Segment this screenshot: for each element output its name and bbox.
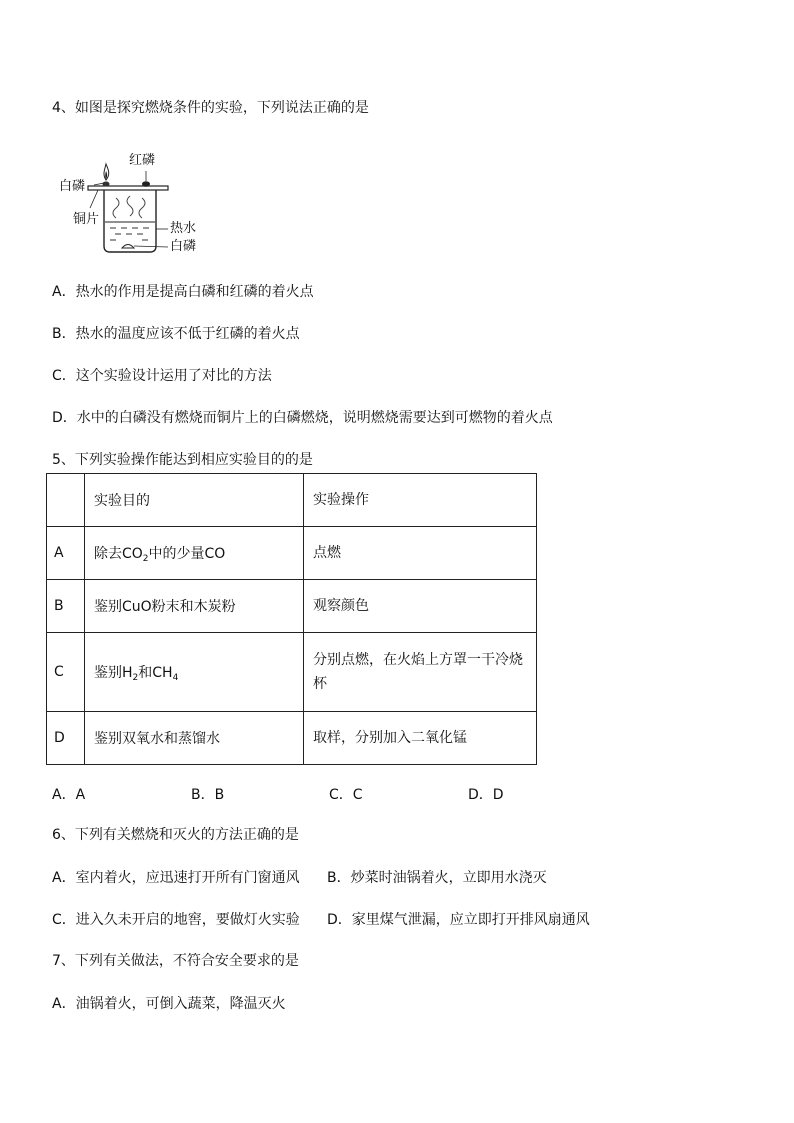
q4-option-c: C．这个实验设计运用了对比的方法 [52, 368, 272, 384]
q5-option-b: B．B [191, 787, 225, 803]
row-operation: 分别点燃，在火焰上方罩一干冷烧 杯 [304, 633, 537, 712]
row-purpose: 鉴别双氧水和蒸馏水 [85, 712, 304, 765]
table-row [47, 712, 537, 765]
table-row [47, 580, 537, 633]
q4-option-a: A．热水的作用是提高白磷和红磷的着火点 [52, 284, 314, 300]
table-header-row [47, 474, 537, 527]
q5-experiment-table [46, 473, 537, 765]
q6-option-d: D．家里煤气泄漏，应立即打开排风扇通风 [327, 912, 590, 928]
q5-option-d: D．D [468, 787, 504, 803]
table-header-blank [47, 474, 85, 527]
label-white-phosphorus-bottom: 白磷 [170, 239, 197, 254]
q7-option-a: A．油锅着火，可倒入蔬菜，降温灭火 [52, 996, 286, 1012]
q5-option-a: A．A [52, 787, 86, 803]
q5-option-c: C．C [329, 787, 363, 803]
q6-option-a: A．室内着火，应迅速打开所有门窗通风 [52, 870, 300, 886]
row-letter: C [47, 633, 85, 712]
q5-stem: 5、下列实验操作能达到相应实验目的的是 [52, 452, 313, 468]
q4-option-d: D．水中的白磷没有燃烧而铜片上的白磷燃烧，说明燃烧需要达到可燃物的着火点 [52, 410, 553, 426]
label-red-phosphorus: 红磷 [129, 153, 156, 168]
row-letter: A [47, 527, 85, 580]
label-copper-plate: 铜片 [73, 212, 100, 227]
row-purpose: 鉴别CuO粉末和木炭粉 [85, 580, 304, 633]
table-header-purpose: 实验目的 [85, 474, 304, 527]
q4-option-b: B．热水的温度应该不低于红磷的着火点 [52, 326, 300, 342]
row-letter: B [47, 580, 85, 633]
q4-stem: 4、如图是探究燃烧条件的实验，下列说法正确的是 [52, 100, 369, 116]
q6-option-b: B．炒菜时油锅着火，立即用水浇灭 [327, 870, 547, 886]
row-operation: 点燃 [304, 527, 537, 580]
label-hot-water: 热水 [170, 221, 197, 236]
q6-stem: 6、下列有关燃烧和灭火的方法正确的是 [52, 827, 299, 843]
row-letter: D [47, 712, 85, 765]
q6-option-c: C．进入久未开启的地窖，要做灯火实验 [52, 912, 300, 928]
table-header-operation: 实验操作 [304, 474, 537, 527]
q7-stem: 7、下列有关做法，不符合安全要求的是 [52, 953, 299, 969]
table-row [47, 527, 537, 580]
row-purpose: 鉴别$H_2$和$CH_4$ [85, 633, 304, 712]
row-operation: 观察颜色 [304, 580, 537, 633]
row-operation: 取样，分别加入二氧化锰 [304, 712, 537, 765]
row-purpose: 除去$CO_2$中的少量CO [85, 527, 304, 580]
label-white-phosphorus-top: 白磷 [59, 179, 86, 194]
table-row [47, 633, 537, 712]
